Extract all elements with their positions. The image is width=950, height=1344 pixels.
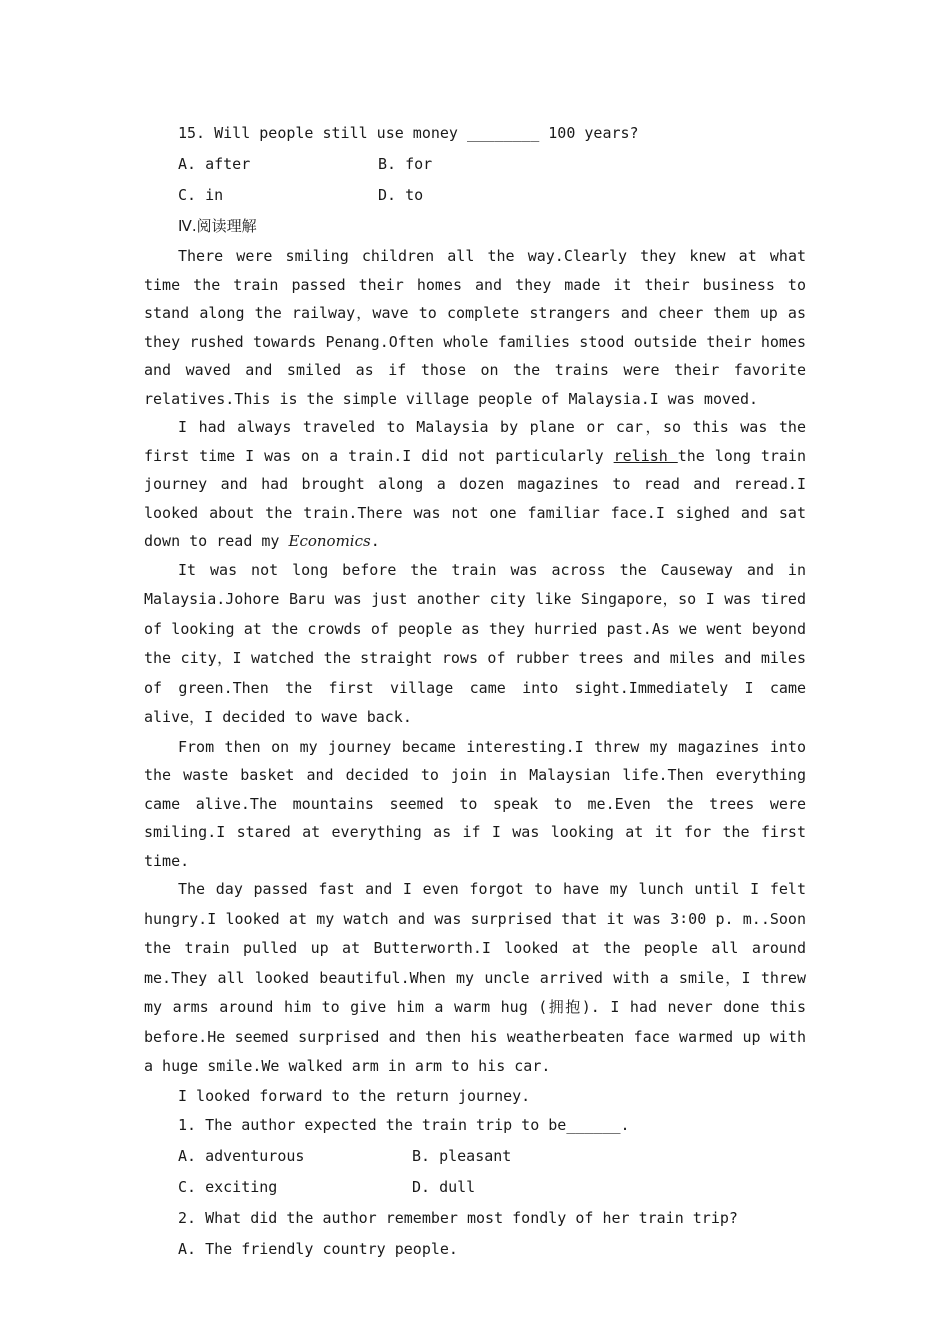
question-1-options-row-2 xyxy=(144,1172,806,1203)
question-1-stem: 1. The author expected the train trip to be______. xyxy=(178,1116,630,1134)
option-b: B. pleasant xyxy=(412,1147,512,1165)
underlined-word: relish xyxy=(613,446,678,465)
passage-paragraph-4: From then on my journey became interesting.I threw my magazines into the waste basket and decided to join in Malaysian life.Then everything came alive.The mountains seemed to speak to me.Even the trees were smiling.I stared at everything as if I was looking at it for the first time. xyxy=(144,737,806,870)
option-b: B. for xyxy=(378,155,433,173)
option-a: A. adventurous xyxy=(178,1147,305,1165)
question-15-options-row-2 xyxy=(144,180,806,211)
italic-title: Economics xyxy=(288,532,371,550)
paragraph-2-text-a: I had always traveled to Malaysia by plane or car，so this was the first time I was on a train.I did not particularly xyxy=(144,418,806,465)
passage-paragraph-1: There were smiling children all the way.Clearly they knew at what time the train passed their homes and they made it their business to stand along the railway，wave to complete strangers and cheer them up as they rushed towards Penang.Often whole families stood outside their homes and waved and smiled as if those on the trains were their favorite relatives.This is the simple village people of Malaysia.I was moved. xyxy=(144,247,806,408)
option-d: D. dull xyxy=(412,1178,476,1196)
option-c: C. in xyxy=(178,186,224,204)
paragraph-2-text-c: . xyxy=(370,532,380,550)
question-2-option-a: A. The friendly country people. xyxy=(178,1240,458,1258)
document-page xyxy=(144,118,806,1265)
paragraph-2-text-b: the long train journey and had brought along a dozen magazines to read and reread.I looked about the train.There was not one familiar face.I sighed and sat down to read my xyxy=(144,446,806,550)
question-15-stem: 15. Will people still use money ________ 100 years? xyxy=(178,124,639,142)
option-a: A. after xyxy=(178,155,251,173)
passage-paragraph-3: It was not long before the train was across the Causeway and in Malaysia.Johore Baru was just another city like Singapore，so I was tired of looking at the crowds of people as they hurried past.As we went beyond the city，I watched the straight rows of rubber trees and miles and miles of green.Then the first village came into sight.Immediately I came alive，I decided to wave back. xyxy=(144,560,806,726)
question-1-options-row-1 xyxy=(144,1141,806,1172)
option-c: C. exciting xyxy=(178,1178,278,1196)
question-2-stem: 2. What did the author remember most fondly of her train trip? xyxy=(178,1209,738,1227)
passage-paragraph-5: The day passed fast and I even forgot to have my lunch until I felt hungry.I looked at my watch and was surprised that it was 3∶00 p. m..Soon the train pulled up at Butterworth.I looked at the people all around me.They all looked beautiful.When my uncle arrived with a smile，I threw my arms around him to give him a warm hug (拥抱). I had never done this before.He seemed surprised and then his weatherbeaten face warmed up with a huge smile.We walked arm in arm to his car. xyxy=(144,880,806,1075)
section-title: Ⅳ.阅读理解 xyxy=(178,217,257,235)
question-15-options-row-1 xyxy=(144,149,806,180)
passage-paragraph-6: I looked forward to the return journey. xyxy=(178,1086,531,1105)
passage-paragraph-2 xyxy=(144,413,806,556)
option-d: D. to xyxy=(378,186,424,204)
